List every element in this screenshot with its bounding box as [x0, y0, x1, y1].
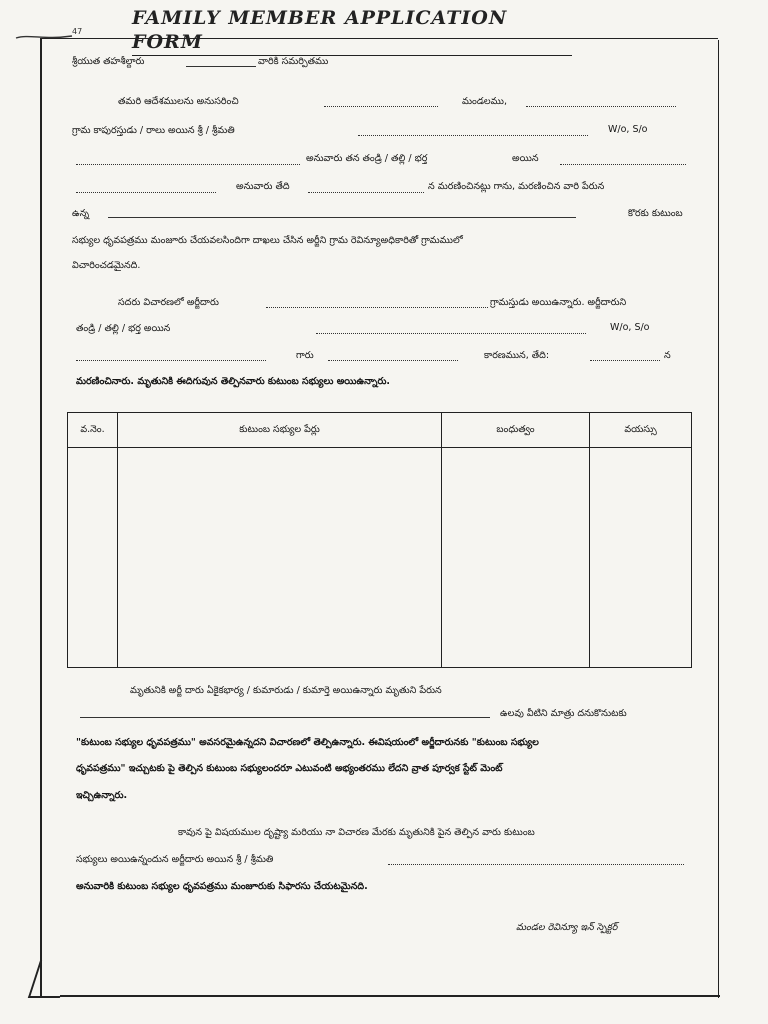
col-relationship: బంధుత్వం	[442, 413, 590, 448]
col-age: వయస్సు	[590, 413, 692, 448]
p1-blank-purpose	[108, 217, 576, 218]
cell-name	[118, 448, 442, 668]
p3-line2-text: ఉలవు వీటిని మాత్రు దనుకొనుటకు	[500, 708, 627, 719]
p3-line3-text: "కుటుంబ సభ్యుల ధృవపత్రము" అవసరమైఉన్నదని విచారణలో తెల్పిఉన్నారు. ఈవిషయంలో అర్జీదారునకు "కుటుంబ సభ్యుల	[76, 737, 539, 748]
p1-line4-text: అనువారు తేది	[236, 181, 290, 192]
p1-line3-text: అనువారు తన తండ్రి / తల్లి / భర్త	[306, 153, 428, 164]
p1-line5-text: ఉన్న	[72, 208, 90, 219]
col-serial-number: వ.నెం.	[68, 413, 118, 448]
family-members-table	[67, 412, 692, 668]
p1-line6-text: సభ్యుల ధృవపత్రము మంజూరు చేయవలసిందిగా దాఖలు చేసిన అర్జీని గ్రామ రెవిన్యూఅధికారితో గ్రామములో	[72, 235, 463, 246]
page-border-bottom	[60, 995, 720, 997]
p2-line3-garu: గారు	[296, 350, 314, 361]
p1-blank-deceased	[560, 164, 686, 165]
p4-blank-applicant	[388, 864, 684, 865]
p2-wo-label: W/o, S/o	[610, 322, 650, 333]
page-number: 47	[72, 27, 83, 36]
p1-blank-deceased-name	[76, 192, 216, 193]
p2-line1-villager: గ్రామస్తుడు అయిఉన్నారు. అర్జీదారుని	[490, 297, 627, 308]
table-row	[68, 448, 692, 668]
table-header-row	[68, 413, 692, 448]
p1-line7-text: విచారించడమైనది.	[72, 260, 141, 271]
p1-blank-applicant	[358, 135, 588, 136]
p1-line4-death: న మరణించినట్లు గాను, మరణించిన వారి పేరున	[428, 181, 605, 192]
cell-serial	[68, 448, 118, 668]
p2-blank-cause	[328, 360, 458, 361]
p3-line5-text: ఇచ్చిఉన్నారు.	[76, 790, 128, 801]
cell-age	[590, 448, 692, 668]
p2-line3-reason: కారణమున, తేది:	[484, 350, 550, 361]
page-border-right	[718, 40, 719, 998]
p3-line1-text: మృతునికి అర్జీ దారు ఏకైకభార్య / కుమారుడు / కుమార్తె అయిఉన్నారు మృతుని పేరున	[130, 685, 442, 696]
recipient-label: శ్రీయుత తహశీల్దారు	[72, 56, 145, 67]
p2-line4-text: మరణించినారు. మృతునికి ఈదిగువున తెల్పినవారు కుటుంబ సభ్యులు అయిఉన్నారు.	[76, 376, 390, 387]
p3-line4-text: ధృవపత్రము" ఇచ్చుటకు పై తెల్పిన కుటుంబ సభ్యులందరూ ఎటువంటి అభ్యంతరము లేదని వ్రాత పూర్వక స్టేట్ మెంట్	[76, 763, 503, 774]
signature-mandal-revenue-inspector: మండల రెవిన్యూ ఇన్ స్పెక్టర్	[516, 922, 618, 933]
p1-line3-ayina: అయిన	[512, 153, 539, 164]
p1-line1-text: తమరి ఆదేశములను అనుసరించి	[118, 96, 239, 107]
p1-line2-text: గ్రామ కాపురస్తుడు / రాలు అయిన శ్రీ / శ్రీమతి	[72, 125, 235, 136]
p1-blank-mandal	[526, 106, 676, 107]
p2-blank-applicant	[266, 307, 488, 308]
p2-blank-relation	[316, 333, 586, 334]
p4-line3-text: అనువారికి కుటుంబ సభ్యుల ధృవపత్రము మంజూరుకు సిఫారసు చేయటమైనది.	[76, 881, 368, 892]
p1-line5-for: కొరకు కుటుంబ	[628, 208, 683, 219]
page-border-left	[40, 38, 42, 998]
cell-relationship	[442, 448, 590, 668]
page-border-corner	[28, 960, 72, 998]
p2-line1-text: సదరు విచారణలో అర్జీదారు	[118, 297, 219, 308]
recipient-blank	[186, 66, 256, 67]
p2-blank-name	[76, 360, 266, 361]
pen-mark-icon	[14, 30, 74, 44]
p1-blank-relation-name	[76, 164, 300, 165]
p2-line3-na: న	[664, 350, 671, 361]
p1-line1-mandal: మండలము,	[462, 96, 507, 107]
p1-blank-village	[324, 106, 438, 107]
recipient-suffix: వారికి సమర్పితము	[258, 56, 329, 67]
p2-blank-date	[590, 360, 660, 361]
p4-line2-text: సభ్యులు అయిఉన్నందున అర్జీదారు అయిన శ్రీ / శ్రీమతి	[76, 854, 274, 865]
p1-wo-label: W/o, S/o	[608, 124, 648, 135]
p1-blank-date	[308, 192, 424, 193]
col-member-names: కుటుంబ సభ్యుల పేర్లు	[118, 413, 442, 448]
p4-line1-text: కావున పై విషయముల దృష్ట్యా మరియు నా విచారణ మేరకు మృతునికి పైన తెల్పిన వారు కుటుంబ	[178, 827, 535, 838]
p2-line2-text: తండ్రి / తల్లి / భర్త అయిన	[76, 323, 171, 334]
form-title: FAMILY MEMBER APPLICATION FORM	[132, 6, 572, 56]
p3-blank-property	[80, 717, 490, 718]
